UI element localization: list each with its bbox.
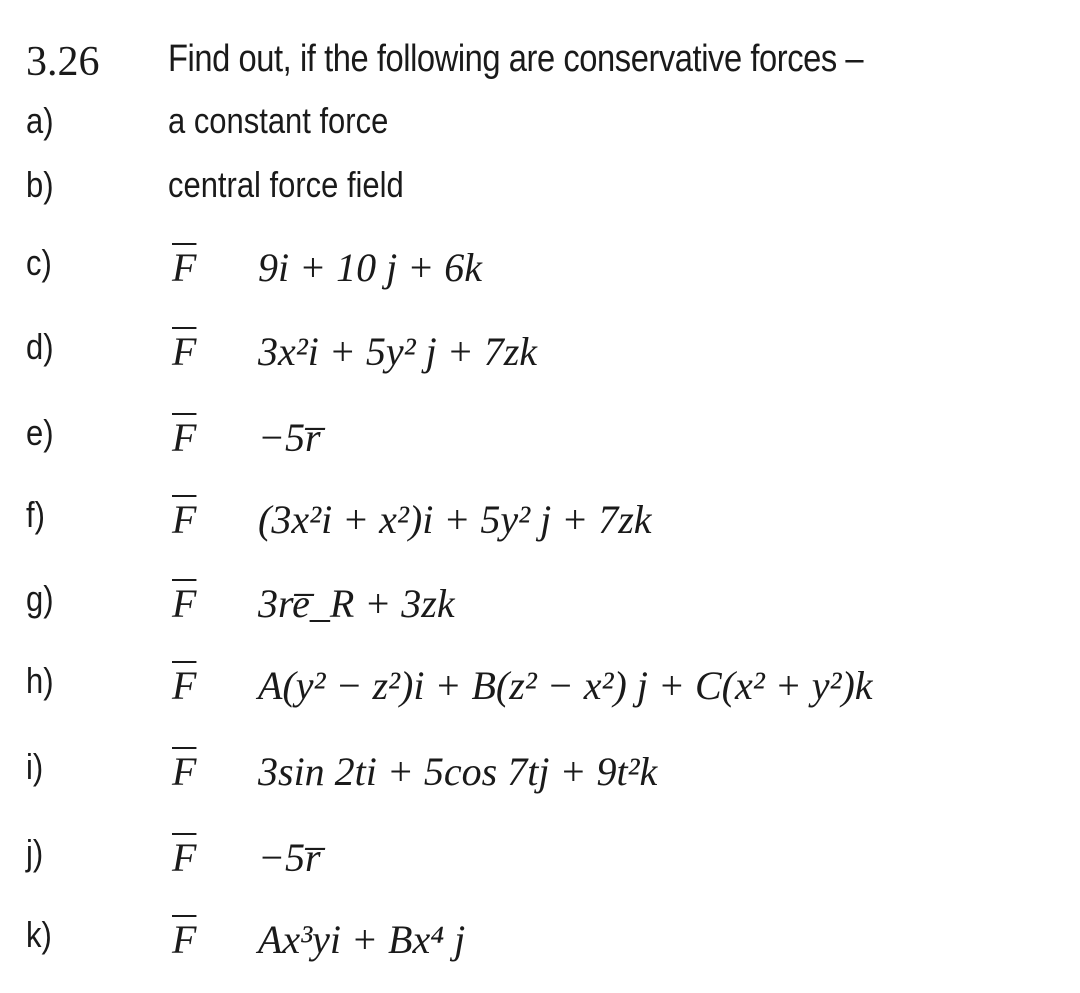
force-symbol: $\overline{F}$ (172, 329, 197, 374)
force-expression: A(y² − z²)i + B(z² − x²) j + C(x² + y²)k (258, 663, 873, 708)
force-symbol: $\overline{F}$ (172, 917, 197, 962)
part-label: f) (26, 494, 45, 535)
force-symbol: $\overline{F}$ (172, 497, 197, 542)
part-text: a constant force (168, 100, 389, 141)
part-g (0, 578, 1080, 638)
force-expression: (3x²i + x²)i + 5y² j + 7zk (258, 497, 652, 542)
question-text: Find out, if the following are conservative forces – (168, 38, 864, 80)
part-k (0, 914, 1080, 974)
force-expression: 3x²i + 5y² j + 7zk (258, 329, 538, 374)
part-d (0, 326, 1080, 386)
force-expression: 9i + 10 j + 6k (258, 245, 482, 290)
part-label: d) (26, 326, 54, 367)
part-label: e) (26, 412, 54, 453)
part-label: j) (26, 832, 44, 873)
part-label: k) (26, 914, 52, 955)
part-j (0, 832, 1080, 892)
part-e (0, 412, 1080, 472)
part-label: b) (26, 164, 54, 205)
part-f (0, 494, 1080, 554)
part-h (0, 660, 1080, 720)
force-symbol: $\overline{F}$ (172, 245, 197, 290)
part-b (0, 164, 1080, 224)
part-a (0, 100, 1080, 160)
force-symbol: $\overline{F}$ (172, 749, 197, 794)
part-label: i) (26, 746, 44, 787)
force-expression: 3sin 2ti + 5cos 7tj + 9t²k (258, 749, 658, 794)
part-label: g) (26, 578, 54, 619)
part-i (0, 746, 1080, 806)
part-label: c) (26, 242, 52, 283)
force-symbol: $\overline{F}$ (172, 663, 197, 708)
part-c (0, 242, 1080, 302)
force-symbol: $\overline{F}$ (172, 581, 197, 626)
force-expression: −5r̅ (258, 835, 321, 880)
force-symbol: $\overline{F}$ (172, 835, 197, 880)
part-label: h) (26, 660, 54, 701)
part-text: central force field (168, 164, 404, 205)
part-label: a) (26, 100, 54, 141)
force-expression: Ax³yi + Bx⁴ j (258, 917, 466, 962)
question-number: 3.26 (26, 39, 100, 85)
force-symbol: $\overline{F}$ (172, 415, 197, 460)
force-expression: −5r̅ (258, 415, 321, 460)
force-expression: 3re̅_R + 3zk (258, 581, 455, 626)
